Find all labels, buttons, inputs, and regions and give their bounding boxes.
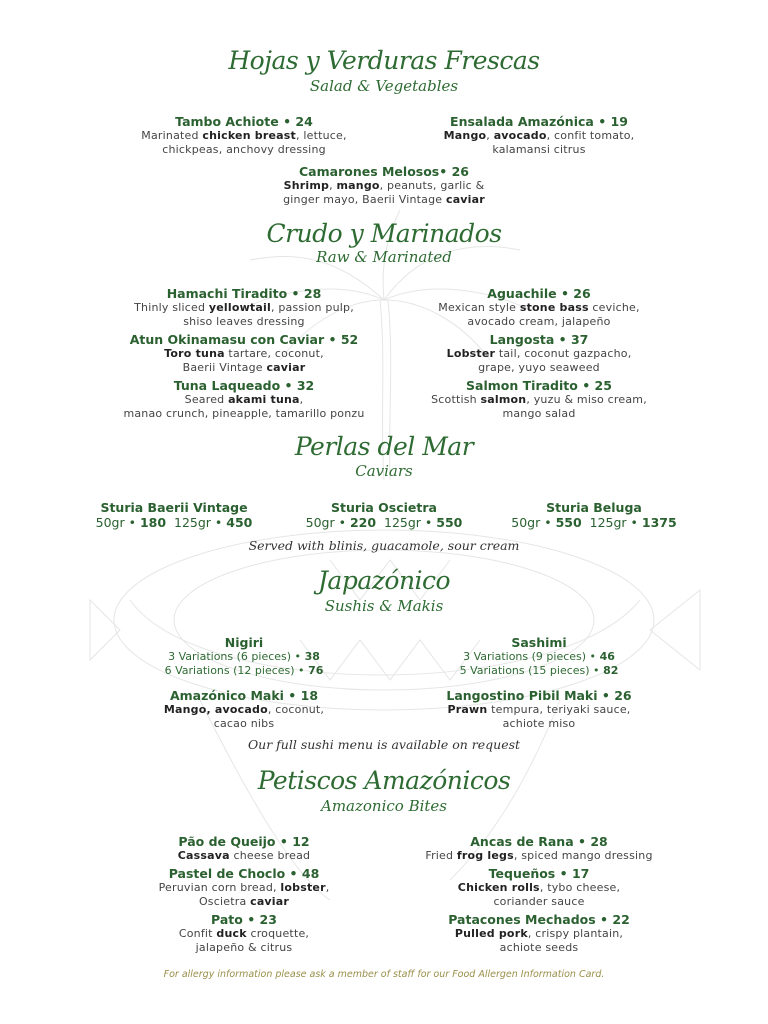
caviar-prices: 50gr • 220 125gr • 550 xyxy=(305,515,463,530)
section-title: Perlas del Mar xyxy=(294,432,474,461)
item-name: Patacones Mechados • 22 xyxy=(448,912,630,927)
section-note: Served with blinis, guacamole, sour cream xyxy=(248,538,520,553)
item-name: Pastel de Choclo • 48 xyxy=(168,866,320,881)
item-description: Lobster tail, coconut gazpacho, grape, yuyo seaweed xyxy=(446,347,632,374)
item-description: Prawn tempura, teriyaki sauce, achiote miso xyxy=(447,703,631,730)
menu-item xyxy=(114,635,374,678)
menu-item xyxy=(234,164,534,207)
caviar-prices: 50gr • 180 125gr • 450 xyxy=(95,515,253,530)
item-name: Sturia Baerii Vintage xyxy=(100,500,248,515)
section-title: Crudo y Marinados xyxy=(266,219,502,248)
item-name: Sturia Oscietra xyxy=(331,500,437,515)
menu-item xyxy=(114,332,374,375)
menu-item xyxy=(114,866,374,909)
section-subtitle: Raw & Marinated xyxy=(316,248,452,266)
item-name: Sturia Beluga xyxy=(546,500,642,515)
menu-item xyxy=(114,114,374,157)
variant-line: 5 Variations (15 pieces) • 82 xyxy=(459,664,619,677)
item-description: Fried frog legs, spiced mango dressing xyxy=(425,849,653,862)
item-name: Aguachile • 26 xyxy=(487,286,591,301)
item-description: Chicken rolls, tybo cheese, coriander sauce xyxy=(457,881,621,908)
menu-item xyxy=(114,688,374,731)
item-description: Peruvian corn bread, lobster, Oscietra caviar xyxy=(158,881,330,908)
menu-item xyxy=(404,635,674,678)
item-description: Marinated chicken breast, lettuce, chickpeas, anchovy dressing xyxy=(141,129,347,156)
item-description: Mexican style stone bass ceviche, avocado cream, jalapeño xyxy=(438,301,640,328)
item-description: Cassava cheese bread xyxy=(177,849,311,862)
item-description: Scottish salmon, yuzu & miso cream, mango salad xyxy=(431,393,647,420)
item-name: Langostino Pibil Maki • 26 xyxy=(446,688,632,703)
item-name: Sashimi xyxy=(511,635,567,650)
menu-item xyxy=(404,866,674,909)
caviar-item xyxy=(284,500,484,531)
item-description: Mango, avocado, confit tomato, kalamansi citrus xyxy=(443,129,635,156)
section-subtitle: Amazonico Bites xyxy=(320,797,447,815)
item-name: Pão de Queijo • 12 xyxy=(178,834,310,849)
item-description: Seared akami tuna, manao crunch, pineapple, tamarillo ponzu xyxy=(123,393,365,420)
item-name: Hamachi Tiradito • 28 xyxy=(166,286,322,301)
caviar-prices: 50gr • 550 125gr • 1375 xyxy=(511,515,677,530)
menu-item xyxy=(114,286,374,329)
section-title: Petiscos Amazónicos xyxy=(257,766,511,795)
menu-item xyxy=(404,286,674,329)
menu-item xyxy=(404,912,674,955)
item-description: Confit duck croquette, jalapeño & citrus xyxy=(178,927,310,954)
caviar-item xyxy=(74,500,274,531)
menu-item xyxy=(404,688,674,731)
item-name: Tambo Achiote • 24 xyxy=(175,114,313,129)
menu-item xyxy=(114,834,374,863)
variant-line: 3 Variations (9 pieces) • 46 xyxy=(463,650,615,663)
section-subtitle: Sushis & Makis xyxy=(324,597,444,615)
menu-item xyxy=(404,378,674,421)
section-title: Hojas y Verduras Frescas xyxy=(228,46,540,75)
item-name: Nigiri xyxy=(224,635,264,650)
caviar-item xyxy=(494,500,694,531)
item-name: Ancas de Rana • 28 xyxy=(470,834,608,849)
variant-line: 3 Variations (6 pieces) • 38 xyxy=(168,650,320,663)
section-subtitle: Salad & Vegetables xyxy=(309,77,459,95)
item-description: Toro tuna tartare, coconut, Baerii Vintage caviar xyxy=(164,347,324,374)
menu-item xyxy=(404,332,674,375)
item-name: Langosta • 37 xyxy=(489,332,589,347)
menu-item xyxy=(114,378,374,421)
menu-item xyxy=(114,912,374,955)
item-name: Tequeños • 17 xyxy=(488,866,590,881)
item-description: Pulled pork, crispy plantain, achiote seeds xyxy=(454,927,624,954)
allergy-footer: For allergy information please ask a member of staff for our Food Allergen Information Card. xyxy=(163,969,605,980)
variant-line: 6 Variations (12 pieces) • 76 xyxy=(164,664,324,677)
section-title: Japazónico xyxy=(317,566,451,595)
item-name: Atun Okinamasu con Caviar • 52 xyxy=(129,332,359,347)
item-name: Pato • 23 xyxy=(211,912,277,927)
menu-item xyxy=(404,834,674,863)
item-name: Ensalada Amazónica • 19 xyxy=(450,114,628,129)
section-note: Our full sushi menu is available on request xyxy=(247,737,521,752)
item-name: Amazónico Maki • 18 xyxy=(169,688,319,703)
item-description: Thinly sliced yellowtail, passion pulp, shiso leaves dressing xyxy=(134,301,354,328)
item-name: Salmon Tiradito • 25 xyxy=(466,378,612,393)
item-name: Camarones Melosos• 26 xyxy=(299,164,469,179)
item-name: Tuna Laqueado • 32 xyxy=(173,378,315,393)
item-description: Mango, avocado, coconut, cacao nibs xyxy=(163,703,325,730)
menu-item xyxy=(404,114,674,157)
section-subtitle: Caviars xyxy=(355,462,413,480)
item-description: Shrimp, mango, peanuts, garlic & ginger mayo, Baerii Vintage caviar xyxy=(283,179,485,206)
